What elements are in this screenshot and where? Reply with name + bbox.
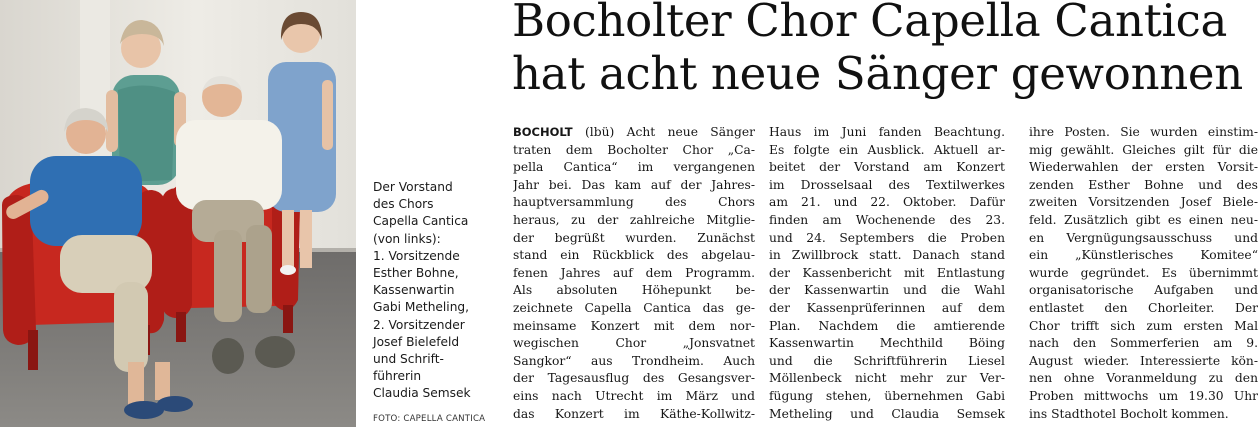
article-line: ihre Posten. Sie wurden einstim- — [1029, 125, 1258, 139]
article-column-2 — [769, 124, 1005, 423]
article-line: Jahr bei. Das kam auf der Jahres- — [513, 177, 755, 192]
article-line: im Drosselsaal des Textilwerkes — [769, 177, 1005, 192]
caption-line: Esther Bohne, — [373, 266, 459, 281]
article-line-text: (lbü) Acht neue Sänger — [572, 125, 755, 139]
article-line: der Tagesausflug des Gesangsver- — [513, 371, 755, 386]
article-line: Haus im Juni fanden Beachtung. — [769, 125, 1005, 139]
caption-line: 1. Vorsitzende — [373, 248, 460, 263]
article-line: organisatorische Aufgaben und — [1029, 283, 1258, 298]
article-line: finden am Wochenende des 23. — [769, 212, 1005, 227]
article-line: fügung stehen, übernehmen Gabi — [769, 388, 1005, 403]
article-line: Sangkor“ aus Trondheim. Auch — [513, 353, 755, 368]
caption-line: Claudia Semsek — [373, 386, 471, 401]
article-line: beitet der Vorstand am Konzert — [769, 160, 1005, 175]
article-line: und die Schriftführerin Liesel — [769, 353, 1005, 368]
article-line: meinsame Konzert mit dem nor- — [513, 318, 755, 333]
headline-line-1: Bocholter Chor Capella Cantica — [512, 0, 1228, 47]
article-line: Metheling und Claudia Semsek — [769, 406, 1005, 421]
article-line: Kassenwartin Mechthild Böing — [769, 336, 1005, 351]
article-line: hauptversammlung des Chors — [513, 195, 755, 210]
article-line: in Zwillbrock statt. Danach stand — [769, 248, 1005, 263]
article-line: traten dem Bocholter Chor „Ca- — [513, 142, 755, 157]
article-line: der Kassenwartin und die Wahl — [769, 283, 1005, 298]
article-line: stand ein Rückblick des abgelau- — [513, 248, 755, 263]
article-line: Wiederwahlen der ersten Vorsit- — [1029, 160, 1258, 175]
article-line: Chor trifft sich zum ersten Mal — [1029, 318, 1258, 333]
article-line: Plan. Nachdem die amtierende — [769, 318, 1005, 333]
caption-line: des Chors — [373, 197, 434, 212]
article-line: ins Stadthotel Bocholt kommen. — [1029, 406, 1229, 421]
article-line: nach den Sommerferien am 9. — [1029, 336, 1258, 351]
article-line — [513, 124, 755, 142]
article-column-3 — [1029, 124, 1258, 423]
article-line: fenen Jahres auf dem Programm. — [513, 265, 755, 280]
photo-caption — [373, 179, 503, 403]
article-line: zweiten Vorsitzenden Josef Biele- — [1029, 195, 1258, 210]
caption-line: Gabi Metheling, — [373, 300, 470, 315]
article-line: ein „Künstlerisches Komitee“ — [1029, 248, 1258, 263]
article-line: das Konzert im Käthe-Kollwitz- — [513, 406, 755, 421]
caption-line: (von links): — [373, 231, 441, 246]
article-line: nen ohne Voranmeldung zu den — [1029, 371, 1258, 386]
article-line: Als absoluten Höhepunkt be- — [513, 283, 755, 298]
article-line: zeichnete Capella Cantica das ge- — [513, 300, 755, 315]
article-line: feld. Zusätzlich gibt es einen neu- — [1029, 212, 1258, 227]
article-line: am 21. und 22. Oktober. Dafür — [769, 195, 1005, 210]
headline-line-2: hat acht neue Sänger gewonnen — [512, 47, 1243, 100]
article-line: Möllenbeck nicht mehr zur Ver- — [769, 371, 1005, 386]
caption-line: 2. Vorsitzender — [373, 317, 465, 332]
article-line: Proben mittwochs um 19.30 Uhr — [1029, 388, 1258, 403]
photo-credit: FOTO: CAPELLA CANTICA — [373, 414, 486, 424]
article-line: der Kassenbericht mit Entlastung — [769, 265, 1005, 280]
article-line: entlastet den Chorleiter. Der — [1029, 300, 1258, 315]
caption-line: Josef Bielefeld — [373, 334, 460, 349]
article-line: August wieder. Interessierte kön- — [1029, 353, 1258, 368]
caption-line: Capella Cantica — [373, 214, 469, 229]
article-column-1 — [513, 124, 755, 423]
group-photo — [0, 0, 356, 427]
article-line: der begrüßt wurden. Zunächst — [513, 230, 755, 245]
article-line: eins nach Utrecht im März und — [513, 388, 755, 403]
article-line: zenden Esther Bohne und des — [1029, 177, 1258, 192]
caption-line: und Schrift- — [373, 352, 444, 367]
article-line: mig gewählt. Gleiches gilt für die — [1029, 142, 1258, 157]
article-line: heraus, zu der zahlreiche Mitglie- — [513, 212, 755, 227]
article-line: en Vergnügungsausschuss und — [1029, 230, 1258, 245]
article-line: der Kassenprüferinnen auf dem — [769, 300, 1005, 315]
article-line: und 24. Septembers die Proben — [769, 230, 1005, 245]
caption-line: führerin — [373, 369, 422, 384]
article-line: wegischen Chor „Jonsvatnet — [513, 336, 755, 351]
caption-line: Kassenwartin — [373, 283, 455, 298]
article-line: Es folgte ein Ausblick. Aktuell ar- — [769, 142, 1005, 157]
caption-line: Der Vorstand — [373, 180, 453, 194]
dateline: BOCHOLT — [513, 125, 573, 139]
article-line: wurde gegründet. Es übernimmt — [1029, 265, 1258, 280]
article-headline — [512, 0, 1257, 100]
article-line: pella Cantica“ im vergangenen — [513, 160, 755, 175]
